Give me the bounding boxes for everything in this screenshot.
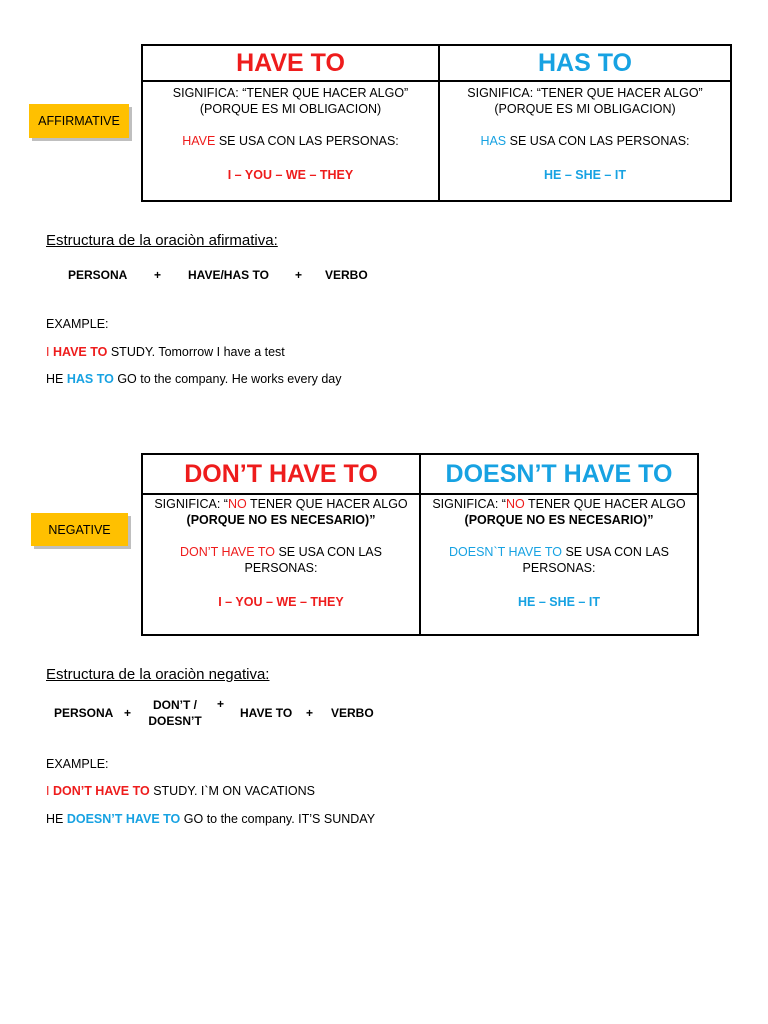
- negative-structure-title: Estructura de la oraciòn negativa:: [46, 666, 270, 683]
- structure-have-has-to: HAVE/HAS TO: [188, 268, 269, 282]
- doesnt-have-to-usage: DOESN`T HAVE TO SE USA CON LAS: [449, 545, 669, 559]
- doesnt-have-to-persons: HE – SHE – IT: [518, 595, 600, 609]
- has-to-persons: HE – SHE – IT: [544, 168, 626, 182]
- doesnt-have-to-usage-line2: PERSONAS:: [522, 561, 596, 575]
- doesnt-have-to-title: DOESN’T HAVE TO: [420, 454, 698, 494]
- affirmative-table: [141, 44, 732, 202]
- structure-dont-doesnt: DON’T / DOESN’T: [148, 698, 202, 728]
- have-to-reason: (PORQUE ES MI OBLIGACION): [199, 102, 382, 116]
- affirmative-example-1: I HAVE TO STUDY. Tomorrow I have a test: [46, 345, 285, 359]
- have-to-title: HAVE TO: [142, 45, 439, 81]
- have-to-meaning: SIGNIFICA: “TENER QUE HACER ALGO”: [172, 86, 409, 100]
- structure-persona: PERSONA: [68, 268, 128, 282]
- structure-have-to: HAVE TO: [240, 706, 293, 720]
- has-to-cell: [439, 81, 731, 201]
- structure-verbo: VERBO: [331, 706, 374, 720]
- affirmative-example-label: EXAMPLE:: [46, 317, 109, 331]
- affirmative-tag-label: AFFIRMATIVE: [38, 114, 120, 128]
- have-to-cell: [142, 81, 439, 201]
- have-keyword: HAVE: [182, 134, 216, 148]
- affirmative-tag: [29, 104, 129, 138]
- doesnt-have-to-reason: (PORQUE NO ES NECESARIO)”: [464, 513, 654, 527]
- doesnt-have-to-cell: [420, 494, 698, 635]
- dont-have-to-persons: I – YOU – WE – THEY: [218, 595, 344, 609]
- has-keyword: HAS: [480, 134, 507, 148]
- negative-table: [141, 453, 699, 636]
- negative-tag-label: NEGATIVE: [48, 522, 111, 537]
- negative-example-2: HE DOESN’T HAVE TO GO to the company. IT’S SUNDAY: [46, 812, 376, 826]
- dont-have-to-title: DON’T HAVE TO: [142, 454, 420, 494]
- have-to-usage: HAVE SE USA CON LAS PERSONAS:: [182, 134, 399, 148]
- structure-plus: +: [306, 706, 314, 720]
- doesnt-have-to-meaning: SIGNIFICA: “NO TENER QUE HACER ALGO: [432, 497, 686, 511]
- has-to-reason: (PORQUE ES MI OBLIGACION): [494, 102, 676, 116]
- has-to-meaning: SIGNIFICA: “TENER QUE HACER ALGO”: [467, 86, 703, 100]
- structure-plus: +: [124, 706, 132, 720]
- has-to-usage: HAS SE USA CON LAS PERSONAS:: [480, 134, 690, 148]
- dont-have-to-cell: [142, 494, 420, 635]
- dont-have-to-reason: (PORQUE NO ES NECESARIO)”: [186, 513, 376, 527]
- negative-example-1: I DON’T HAVE TO STUDY. I`M ON VACATIONS: [46, 784, 316, 798]
- structure-persona: PERSONA: [54, 706, 114, 720]
- dont-have-to-usage: DON’T HAVE TO SE USA CON LAS PERSONAS:: [180, 545, 382, 575]
- structure-plus: +: [154, 268, 162, 282]
- has-to-title: HAS TO: [439, 45, 731, 81]
- negative-example-label: EXAMPLE:: [46, 757, 109, 771]
- have-to-persons: I – YOU – WE – THEY: [227, 168, 354, 182]
- dont-have-to-meaning: SIGNIFICA: “NO TENER QUE HACER ALGO: [154, 497, 408, 511]
- affirmative-structure-title: Estructura de la oraciòn afirmativa:: [46, 232, 278, 249]
- structure-plus: +: [295, 268, 303, 282]
- negative-tag: [31, 513, 128, 546]
- structure-verbo: VERBO: [325, 268, 368, 282]
- structure-plus: +: [217, 697, 225, 711]
- affirmative-example-2: HE HAS TO GO to the company. He works every day: [46, 372, 342, 386]
